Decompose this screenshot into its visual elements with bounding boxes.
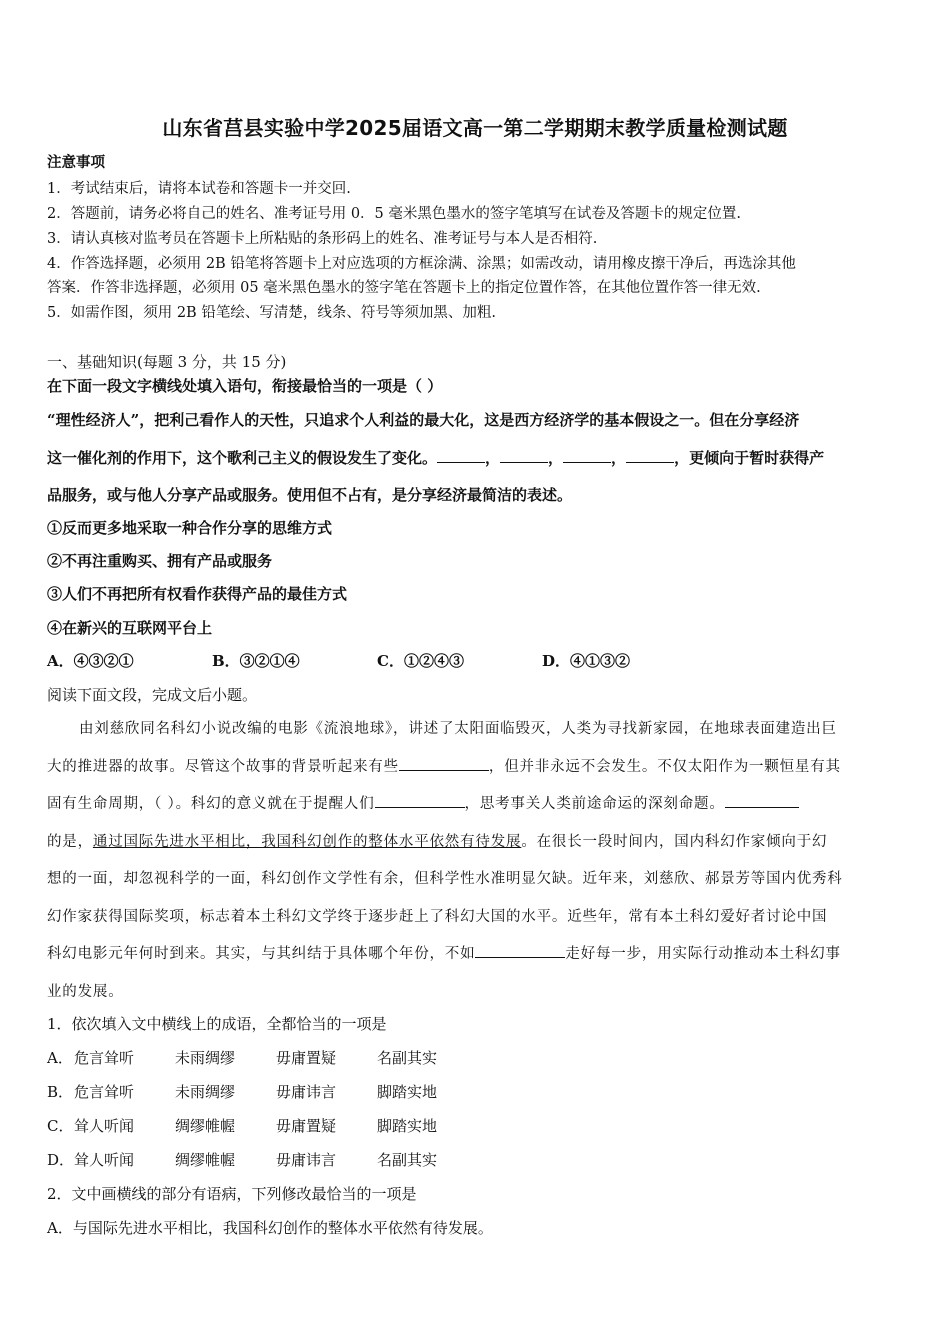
idiom: 耸人听闻 (74, 1117, 135, 1135)
option-d[interactable]: D．④①③② (542, 652, 631, 670)
reading-text: 固有生命周期，（ ）。科幻的意义就在于提醒人们 (47, 796, 375, 812)
statement-1: ①反而更多地采取一种合作分享的思维方式 (47, 519, 333, 537)
q1-option-a[interactable] (47, 1047, 478, 1068)
q1-option-c[interactable] (47, 1115, 478, 1136)
section-heading: 一、基础知识(每题 3 分，共 15 分) (47, 353, 287, 371)
idiom: 脚踏实地 (377, 1083, 438, 1101)
reading-line: 业的发展。 (47, 984, 124, 1000)
q1-option-b[interactable] (47, 1081, 478, 1102)
separator: ， (548, 449, 564, 467)
statement-3: ③人们不再把所有权看作获得产品的最佳方式 (47, 585, 348, 603)
notice-item: 1．考试结束后，请将本试卷和答题卡一并交回. (47, 181, 351, 197)
notice-item: 5．如需作图，须用 2B 铅笔绘、写清楚，线条、符号等须加黑、加粗. (47, 305, 496, 321)
separator: ， (485, 449, 501, 467)
reading-line: 幻作家获得国际奖项，标志着本土科幻文学终于逐步赶上了科幻大国的水平。近些年，常有本土科幻爱好者讨论中国 (47, 909, 828, 925)
reading-line (47, 792, 799, 813)
option-a[interactable]: A．④③②① (47, 652, 134, 670)
passage-text: ，更倾向于暂时获得产 (674, 449, 825, 467)
question-stem: 在下面一段文字横线处填入语句，衔接最恰当的一项是（ ） (47, 377, 443, 395)
answer-blank (375, 793, 465, 808)
reading-text: 科幻电影元年何时到来。其实，与其纠结于具体哪个年份，不如 (47, 946, 476, 962)
q1-option-d[interactable] (47, 1149, 478, 1170)
option-c[interactable]: C．①②④③ (377, 652, 464, 670)
page-title: 山东省莒县实验中学2025届语文高一第二学期期末教学质量检测试题 (162, 116, 788, 140)
answer-blank (475, 943, 565, 958)
reading-line: 由刘慈欣同名科幻小说改编的电影《流浪地球》，讲述了太阳面临毁灭，人类为寻找新家园，在地球表面建造出巨 (79, 721, 837, 737)
notice-item: 3．请认真核对监考员在答题卡上所粘贴的条形码上的姓名、准考证号与本人是否相符. (47, 231, 598, 247)
idiom: 毋庸置疑 (276, 1117, 337, 1135)
option-label: D． (47, 1151, 75, 1169)
statement-4: ④在新兴的互联网平台上 (47, 619, 213, 637)
reading-text: ，但并非永远不会发生。不仅太阳作为一颗恒星有其 (488, 759, 841, 775)
option-label: A． (47, 1049, 73, 1067)
q2-option-a[interactable]: A．与国际先进水平相比，我国科幻创作的整体水平依然有待发展。 (47, 1219, 493, 1237)
reading-text: 走好每一步，用实际行动推动本土科幻事 (565, 946, 841, 962)
idiom: 未雨绸缪 (175, 1083, 236, 1101)
reading-line (47, 755, 841, 776)
option-b[interactable]: B．③②①④ (212, 652, 300, 670)
passage-text: 这一催化剂的作用下，这个歌利己主义的假设发生了变化。 (47, 449, 438, 467)
answer-blank (437, 448, 485, 463)
q2-stem: 2．文中画横线的部分有语病，下列修改最恰当的一项是 (47, 1185, 417, 1203)
idiom: 毋庸讳言 (276, 1151, 337, 1169)
q1-stem: 1．依次填入文中横线上的成语，全都恰当的一项是 (47, 1015, 387, 1033)
answer-blank (563, 448, 611, 463)
answer-blank (500, 448, 548, 463)
reading-line (47, 942, 841, 963)
passage-line: “理性经济人”，把利己看作人的天性，只追求个人利益的最大化，这是西方经济学的基本假设之一。但在分享经济 (47, 411, 800, 429)
idiom: 脚踏实地 (377, 1117, 438, 1135)
idiom: 危言耸听 (74, 1049, 135, 1067)
reading-text: 。在很长一段时间内，国内科幻作家倾向于幻 (521, 834, 828, 850)
underlined-sentence: 通过国际先进水平相比，我国科幻创作的整体水平依然有待发展 (92, 834, 522, 850)
idiom: 绸缪帷幄 (175, 1151, 236, 1169)
passage-line: 品服务，或与他人分享产品或服务。使用但不占有，是分享经济最简洁的表述。 (47, 486, 573, 504)
reading-line: 想的一面，却忽视科学的一面，科幻创作文学性有余，但科学性水准明显欠缺。近年来，刘慈欣、郝景芳等国内优秀科 (47, 871, 843, 887)
option-label: B． (47, 1083, 74, 1101)
idiom: 危言耸听 (74, 1083, 135, 1101)
idiom: 未雨绸缪 (175, 1049, 236, 1067)
answer-blank (725, 793, 799, 808)
idiom: 绸缪帷幄 (175, 1117, 236, 1135)
passage-line (47, 447, 824, 468)
notice-item: 答案．作答非选择题，必须用 05 毫米黑色墨水的签字笔在答题卡上的指定位置作答，在其他位置作答一律无效. (47, 280, 761, 296)
option-label: C． (47, 1117, 74, 1135)
reading-intro: 阅读下面文段，完成文后小题。 (47, 686, 258, 704)
reading-text: 的是， (47, 834, 93, 850)
notice-item: 4．作答选择题，必须用 2B 铅笔将答题卡上对应选项的方框涂满、涂黑；如需改动，请用橡皮擦干净后，再选涂其他 (47, 256, 796, 272)
answer-options (47, 650, 707, 671)
idiom: 名副其实 (377, 1151, 438, 1169)
notice-heading: 注意事项 (47, 154, 105, 171)
answer-blank (399, 756, 489, 771)
notice-item: 2．答题前，请务必将自己的姓名、准考证号用 0．5 毫米黑色墨水的签字笔填写在试卷及答题卡的规定位置. (47, 206, 741, 222)
separator: ， (611, 449, 627, 467)
answer-blank (626, 448, 674, 463)
reading-line (47, 830, 827, 851)
reading-text: 大的推进器的故事。尽管这个故事的背景听起来有些 (47, 759, 399, 775)
idiom: 耸人听闻 (74, 1151, 135, 1169)
idiom: 毋庸讳言 (276, 1083, 337, 1101)
idiom: 名副其实 (377, 1049, 438, 1067)
statement-2: ②不再注重购买、拥有产品或服务 (47, 552, 273, 570)
reading-text: ，思考事关人类前途命运的深刻命题。 (464, 796, 725, 812)
idiom: 毋庸置疑 (276, 1049, 337, 1067)
